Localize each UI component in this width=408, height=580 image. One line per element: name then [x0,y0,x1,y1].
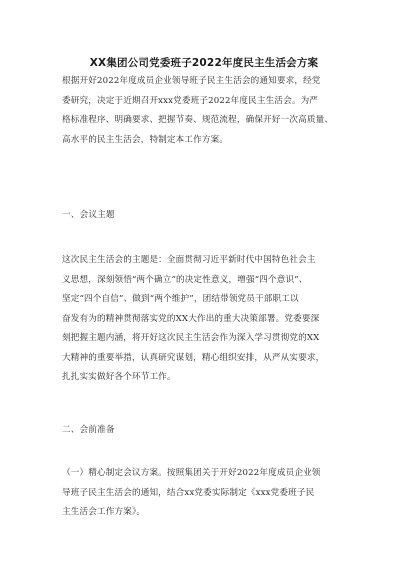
intro-line: 高水平的民主生活会，特制定本工作方案。 [62,134,229,145]
theme-line: 坚定“四个自信”、做到“两个维护”，团结带领党员干部职工以 [62,294,299,304]
document-title: XX集团公司党委班子2022年度民主生活会方案 [89,57,319,69]
intro-line: 根据开好2022年度成员企业领导班子民主生活会的通知要求，经党 [62,76,321,86]
intro-line: 委研究，决定于近期召开xxx党委班子2022年度民主生活会。为严 [62,95,319,106]
theme-line: 扎扎实实做好各个环节工作。 [62,372,176,382]
section-heading-preparation: 二、会前准备 [62,425,115,435]
theme-line: 义思想，深刻领悟“两个确立”的决定性意义，增强“四个意识”、 [62,274,308,285]
theme-line: 这次民主生活会的主题是：全面贯彻习近平新时代中国特色社会主 [62,255,316,265]
intro-line: 格标准程序、明确要求、把握节奏、规范流程，确保开好一次高质量、 [62,115,334,125]
theme-paragraph [62,251,352,388]
theme-line: 刻把握主题内涵，将开好这次民主生活会作为深入学习贯彻党的XX [62,333,320,343]
preparation-paragraph [62,464,352,523]
section-heading-theme: 一、会议主题 [62,210,115,220]
theme-line: 奋发有为的精神贯彻落实党的XX大作出的重大决策部署。党委要深 [62,313,320,324]
intro-paragraph [62,72,352,150]
preparation-line: 导班子民主生活会的通知，结合xx党委实际制定《xxx党委班子民 [62,487,315,498]
preparation-line: 主生活会工作方案》。 [62,507,146,517]
preparation-line: （一）精心制定会议方案。按照集团关于开好2022年度成员企业领 [62,468,321,478]
theme-line: 大精神的重要举措，认真研究谋划，精心组织安排，从严从实要求， [62,352,325,363]
